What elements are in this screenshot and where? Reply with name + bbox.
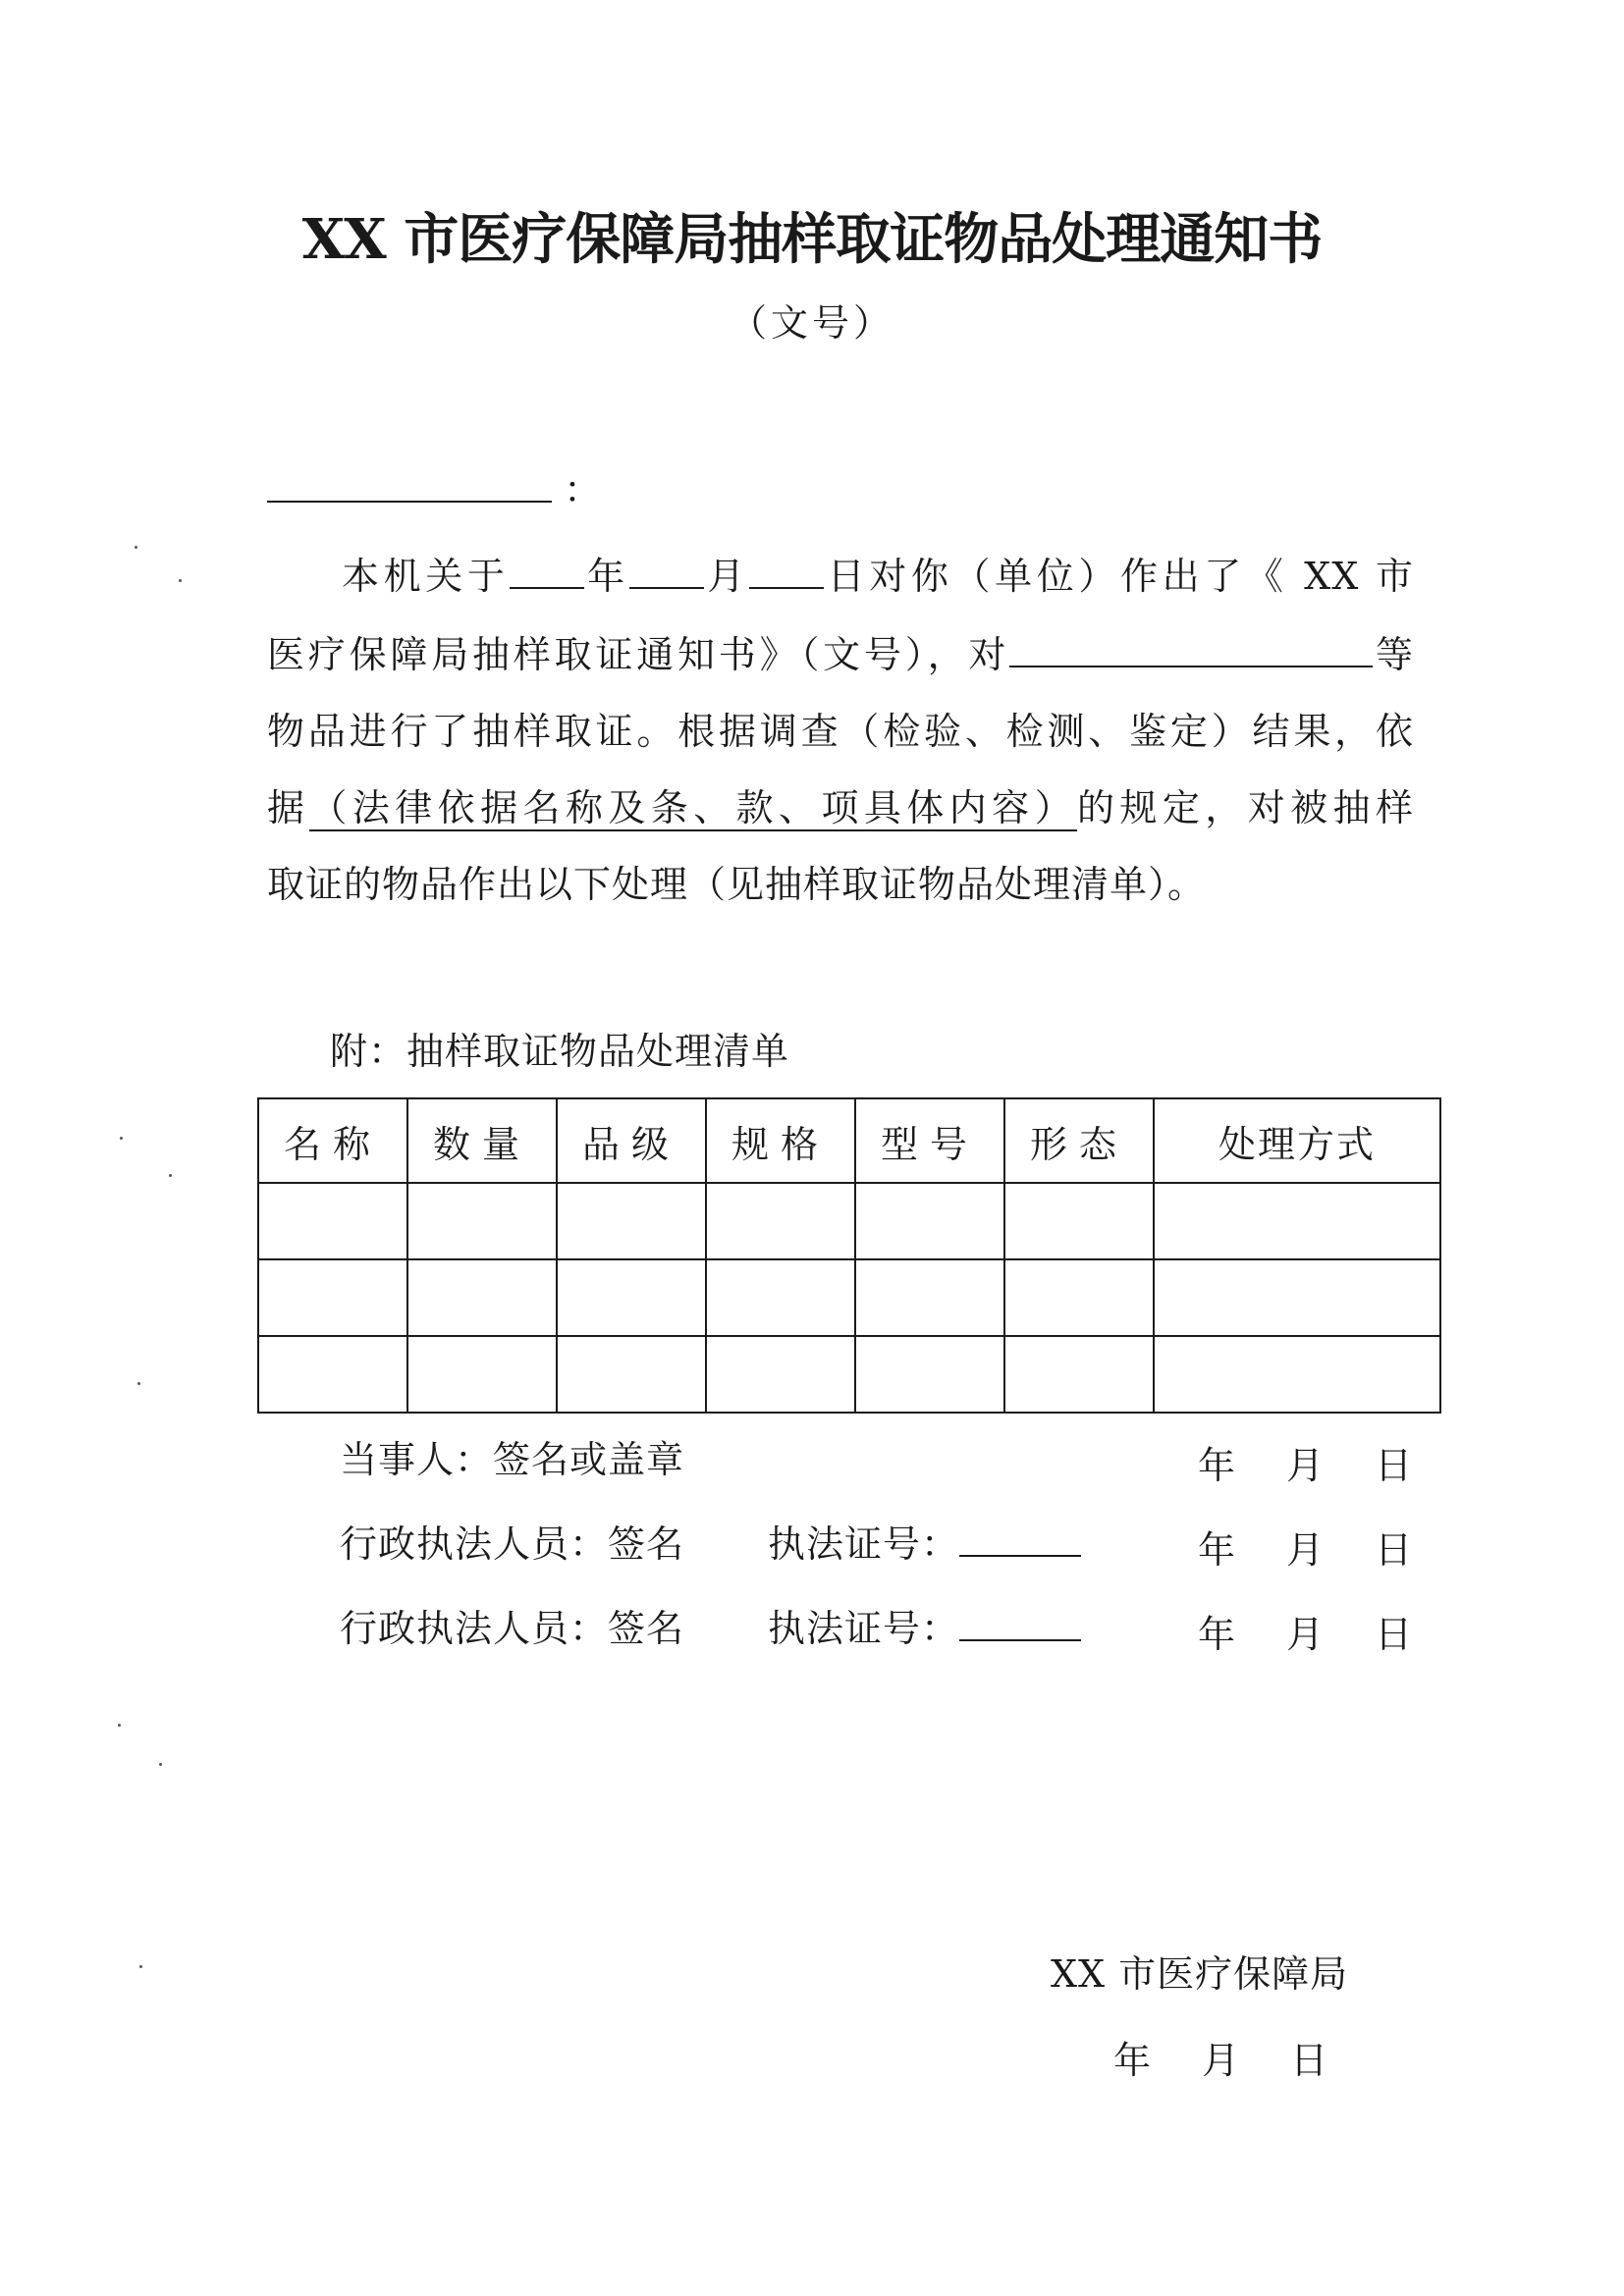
scan-speck <box>135 546 137 549</box>
officer-1-date: 年 月 日 <box>1198 1528 1413 1572</box>
recipient-colon: ： <box>564 468 602 511</box>
scan-speck <box>139 1965 142 1968</box>
table-cell[interactable] <box>706 1336 855 1413</box>
officer-1-cert-blank[interactable] <box>959 1525 1081 1557</box>
party-signature-date: 年 月 日 <box>1198 1444 1413 1487</box>
header-processing-method: 处理方式 <box>1154 1098 1440 1183</box>
body-text-segment: 等 <box>1373 633 1414 676</box>
body-text-segment: 医疗保障局抽样取证通知书》（文号），对 <box>267 633 1010 676</box>
header-model: 型号 <box>855 1098 1004 1183</box>
table-cell[interactable] <box>258 1259 407 1336</box>
table-cell[interactable] <box>407 1259 557 1336</box>
body-line-2 <box>267 624 1414 678</box>
table-cell[interactable] <box>557 1183 706 1259</box>
table-cell[interactable] <box>1004 1336 1154 1413</box>
table-row <box>258 1183 1440 1259</box>
officer-2-signature-label: 行政执法人员：签名 <box>340 1607 685 1650</box>
year-blank[interactable] <box>510 556 584 589</box>
table-header-row <box>258 1098 1440 1183</box>
body-text-segment: 月 <box>703 555 749 598</box>
body-line-3: 物品进行了抽样取证。根据调查（检验、检测、鉴定）结果，依 <box>267 710 1414 753</box>
body-line-1 <box>267 546 1414 600</box>
recipient-line <box>267 459 601 513</box>
scan-speck <box>159 1763 162 1766</box>
header-form: 形态 <box>1004 1098 1154 1183</box>
body-text-segment: 年 <box>583 555 629 598</box>
table-cell[interactable] <box>1154 1336 1440 1413</box>
body-line-4 <box>267 777 1414 831</box>
scan-speck <box>120 1137 123 1140</box>
table-cell[interactable] <box>706 1259 855 1336</box>
document-title: XX 市医疗保障局抽样取证物品处理通知书 <box>301 207 1323 272</box>
legal-basis-field[interactable]: （法律依据名称及条、款、项具体内容） <box>309 786 1078 829</box>
issuer-name: XX 市医疗保障局 <box>1051 1952 1349 1996</box>
table-cell[interactable] <box>855 1336 1004 1413</box>
header-grade: 品级 <box>557 1098 706 1183</box>
scan-speck <box>179 579 182 582</box>
day-blank[interactable] <box>749 556 824 589</box>
table-cell[interactable] <box>1154 1183 1440 1259</box>
table-cell[interactable] <box>407 1183 557 1259</box>
officer-2-cert <box>768 1598 1081 1652</box>
scan-speck <box>118 1724 121 1727</box>
header-quantity: 数量 <box>407 1098 557 1183</box>
officer-2-cert-blank[interactable] <box>959 1610 1081 1641</box>
items-blank[interactable] <box>1009 634 1373 667</box>
table-cell[interactable] <box>1154 1259 1440 1336</box>
table-cell[interactable] <box>855 1183 1004 1259</box>
table-cell[interactable] <box>1004 1259 1154 1336</box>
processing-list-table <box>257 1097 1441 1414</box>
table-row <box>258 1336 1440 1413</box>
table-cell[interactable] <box>407 1336 557 1413</box>
issuer-date: 年 月 日 <box>1113 2039 1328 2082</box>
document-number: （文号） <box>729 301 894 345</box>
body-text-segment: 本机关于 <box>342 555 510 598</box>
body-text-segment: 的规定，对被抽样 <box>1077 786 1414 829</box>
cert-label: 执法证号： <box>768 1522 960 1566</box>
table-cell[interactable] <box>855 1259 1004 1336</box>
body-text-segment: 日对你（单位）作出了《 XX 市 <box>824 555 1414 598</box>
party-signature-label: 当事人：签名或盖章 <box>340 1438 685 1481</box>
table-cell[interactable] <box>258 1183 407 1259</box>
attachment-label: 附：抽样取证物品处理清单 <box>330 1030 790 1073</box>
officer-1-cert <box>768 1514 1081 1568</box>
body-text-segment: 据 <box>267 786 310 829</box>
table-cell[interactable] <box>706 1183 855 1259</box>
month-blank[interactable] <box>629 556 704 589</box>
table-row <box>258 1259 1440 1336</box>
scan-speck <box>137 1382 140 1385</box>
cert-label: 执法证号： <box>768 1607 960 1650</box>
table-cell[interactable] <box>258 1336 407 1413</box>
body-line-5: 取证的物品作出以下处理（见抽样取证物品处理清单）。 <box>267 863 1207 906</box>
officer-2-date: 年 月 日 <box>1198 1613 1413 1656</box>
recipient-blank[interactable] <box>267 467 552 503</box>
scan-speck <box>169 1174 172 1177</box>
header-spec: 规格 <box>706 1098 855 1183</box>
table-cell[interactable] <box>1004 1183 1154 1259</box>
officer-1-signature-label: 行政执法人员：签名 <box>340 1522 685 1566</box>
table-cell[interactable] <box>557 1336 706 1413</box>
header-name: 名称 <box>258 1098 407 1183</box>
table-cell[interactable] <box>557 1259 706 1336</box>
